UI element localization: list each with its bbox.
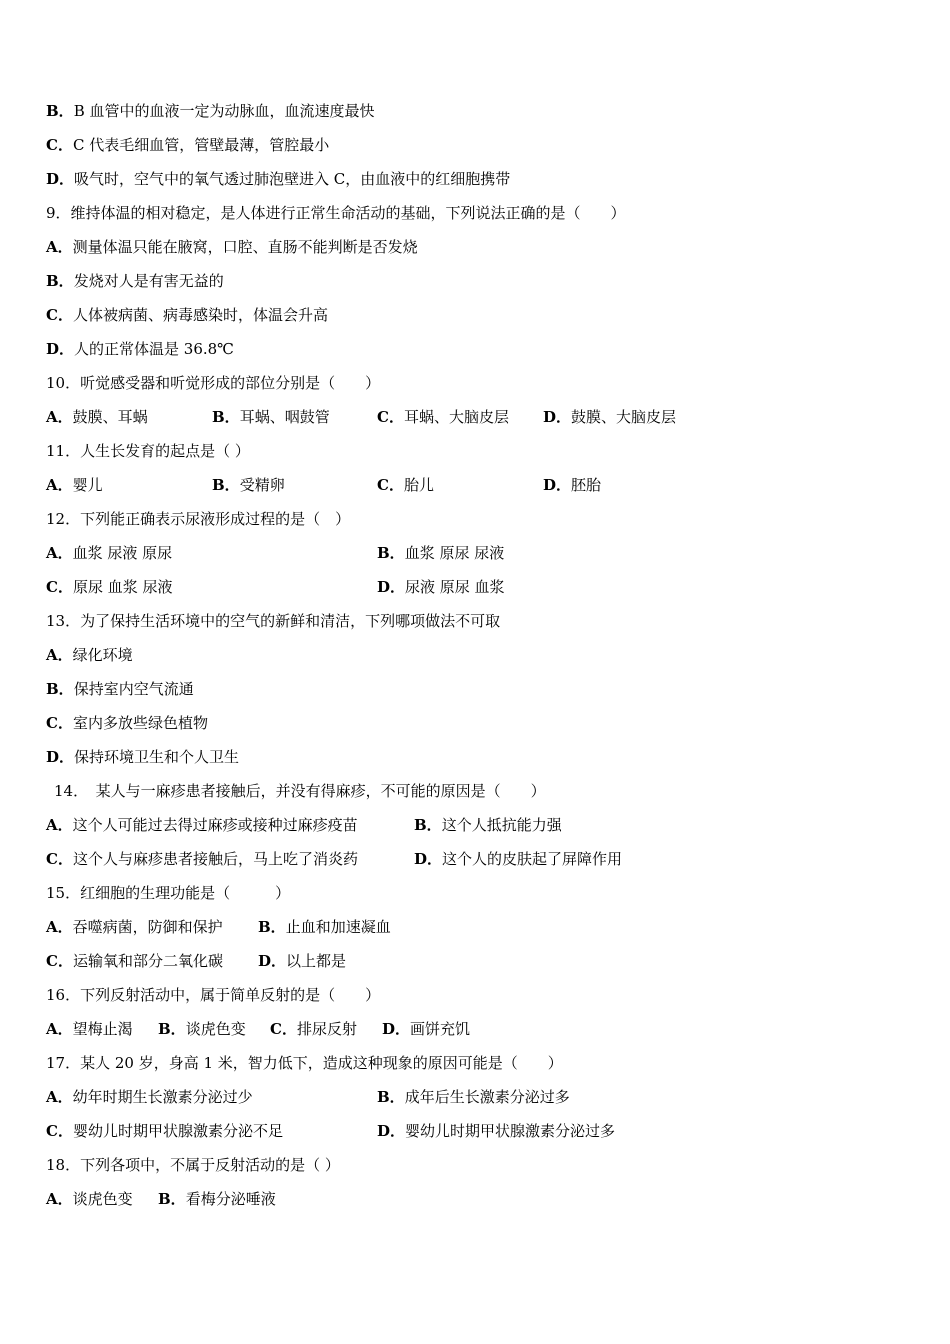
q17-option-d: D．婴幼儿时期甲状腺激素分泌过多: [377, 1122, 616, 1140]
q14-option-a: A．这个人可能过去得过麻疹或接种过麻疹疫苗: [46, 816, 358, 834]
q13-option-a: [46, 642, 133, 668]
q10-options: [46, 404, 906, 430]
option-label: D．: [46, 170, 75, 188]
q12-options-row-2: [46, 574, 906, 600]
q17-options-row-2: [46, 1118, 906, 1144]
option-label: D．: [46, 748, 75, 766]
q14-option-b: B．这个人抵抗能力强: [414, 816, 562, 834]
q10-option-c: C．耳蜗、大脑皮层: [377, 408, 509, 426]
q14-options-row-2: [46, 846, 906, 872]
q15-option-c: C．运输氧和部分二氧化碳: [46, 952, 223, 970]
question-17: 17．某人 20 岁，身高 1 米，智力低下，造成这种现象的原因可能是（ ）: [46, 1054, 563, 1072]
option-text: 吸气时，空气中的氧气透过肺泡壁进入 C，由血液中的红细胞携带: [74, 170, 511, 188]
option-label: B．: [46, 102, 74, 120]
q8-option-b: [46, 98, 374, 124]
option-text: 人体被病菌、病毒感染时，体温会升高: [72, 306, 328, 324]
question-11: 11．人生长发育的起点是（ ）: [46, 442, 250, 460]
q10-option-a: A．鼓膜、耳蜗: [46, 408, 148, 426]
q12-option-d: D．尿液 原尿 血浆: [377, 578, 505, 596]
q15-options-row-1: [46, 914, 906, 940]
q11-option-b: B．受精卵: [212, 476, 285, 494]
q11-options: [46, 472, 906, 498]
option-text: 保持环境卫生和个人卫生: [74, 748, 240, 766]
q9-option-c: [46, 302, 328, 328]
q17-option-b: B．成年后生长激素分泌过多: [377, 1088, 570, 1106]
option-text: C 代表毛细血管，管壁最薄，管腔最小: [72, 136, 330, 154]
q9-option-d: [46, 336, 234, 362]
q14-option-c: C．这个人与麻疹患者接触后，马上吃了消炎药: [46, 850, 358, 868]
q12-option-c: C．原尿 血浆 尿液: [46, 578, 173, 596]
option-text: 发烧对人是有害无益的: [73, 272, 224, 290]
option-label: C．: [46, 136, 73, 154]
question-16: 16．下列反射活动中，属于简单反射的是（ ）: [46, 986, 381, 1004]
option-label: C．: [46, 714, 73, 732]
q14-option-d: D．这个人的皮肤起了屏障作用: [414, 850, 623, 868]
q11-option-d: D．胚胎: [543, 476, 602, 494]
question-9: 9．维持体温的相对稳定，是人体进行正常生命活动的基础，下列说法正确的是（ ）: [46, 204, 626, 222]
q15-option-d: D．以上都是: [258, 952, 347, 970]
option-label: C．: [46, 306, 73, 324]
q16-options: [46, 1016, 906, 1042]
q17-options-row-1: [46, 1084, 906, 1110]
q13-option-b: [46, 676, 194, 702]
question-12: 12．下列能正确表示尿液形成过程的是（ ）: [46, 510, 351, 528]
q18-option-b: B．看梅分泌唾液: [158, 1190, 276, 1208]
q10-option-b: B．耳蜗、咽鼓管: [212, 408, 330, 426]
question-14: 14． 某人与一麻疹患者接触后，并没有得麻疹，不可能的原因是（ ）: [54, 782, 546, 800]
q12-options-row-1: [46, 540, 906, 566]
q18-option-a: A．谈虎色变: [46, 1190, 133, 1208]
option-label: D．: [46, 340, 75, 358]
q9-option-b: [46, 268, 224, 294]
option-text: 室内多放些绿色植物: [72, 714, 208, 732]
option-text: 人的正常体温是 36.8℃: [74, 340, 234, 358]
option-label: B．: [46, 272, 74, 290]
q16-option-b: B．谈虎色变: [158, 1020, 246, 1038]
q8-option-d: [46, 166, 510, 192]
option-text: 绿化环境: [72, 646, 133, 664]
q17-option-c: C．婴幼儿时期甲状腺激素分泌不足: [46, 1122, 283, 1140]
q11-option-a: A．婴儿: [46, 476, 103, 494]
q16-option-d: D．画饼充饥: [382, 1020, 471, 1038]
question-18: 18．下列各项中，不属于反射活动的是（ ）: [46, 1156, 340, 1174]
q13-option-c: [46, 710, 208, 736]
option-text: 保持室内空气流通: [73, 680, 194, 698]
q12-option-a: A．血浆 尿液 原尿: [46, 544, 173, 562]
option-label: A．: [46, 238, 73, 256]
q16-option-a: A．望梅止渴: [46, 1020, 133, 1038]
q11-option-c: C．胎儿: [377, 476, 434, 494]
q15-options-row-2: [46, 948, 906, 974]
q15-option-b: B．止血和加速凝血: [258, 918, 391, 936]
q16-option-c: C．排尿反射: [270, 1020, 357, 1038]
q15-option-a: A．吞噬病菌，防御和保护: [46, 918, 223, 936]
question-13: 13．为了保持生活环境中的空气的新鲜和清洁，下列哪项做法不可取: [46, 612, 501, 630]
q18-options: [46, 1186, 906, 1212]
option-label: B．: [46, 680, 74, 698]
q12-option-b: B．血浆 原尿 尿液: [377, 544, 505, 562]
q17-option-a: A．幼年时期生长激素分泌过少: [46, 1088, 253, 1106]
q10-option-d: D．鼓膜、大脑皮层: [543, 408, 677, 426]
question-10: 10．听觉感受器和听觉形成的部位分别是（ ）: [46, 374, 381, 392]
option-text: 测量体温只能在腋窝，口腔、直肠不能判断是否发烧: [72, 238, 418, 256]
option-label: A．: [46, 646, 73, 664]
option-text: B 血管中的血液一定为动脉血，血流速度最快: [73, 102, 375, 120]
q9-option-a: [46, 234, 418, 260]
q8-option-c: [46, 132, 329, 158]
q14-options-row-1: [46, 812, 906, 838]
q13-option-d: [46, 744, 239, 770]
question-15: 15．红细胞的生理功能是（ ）: [46, 884, 291, 902]
